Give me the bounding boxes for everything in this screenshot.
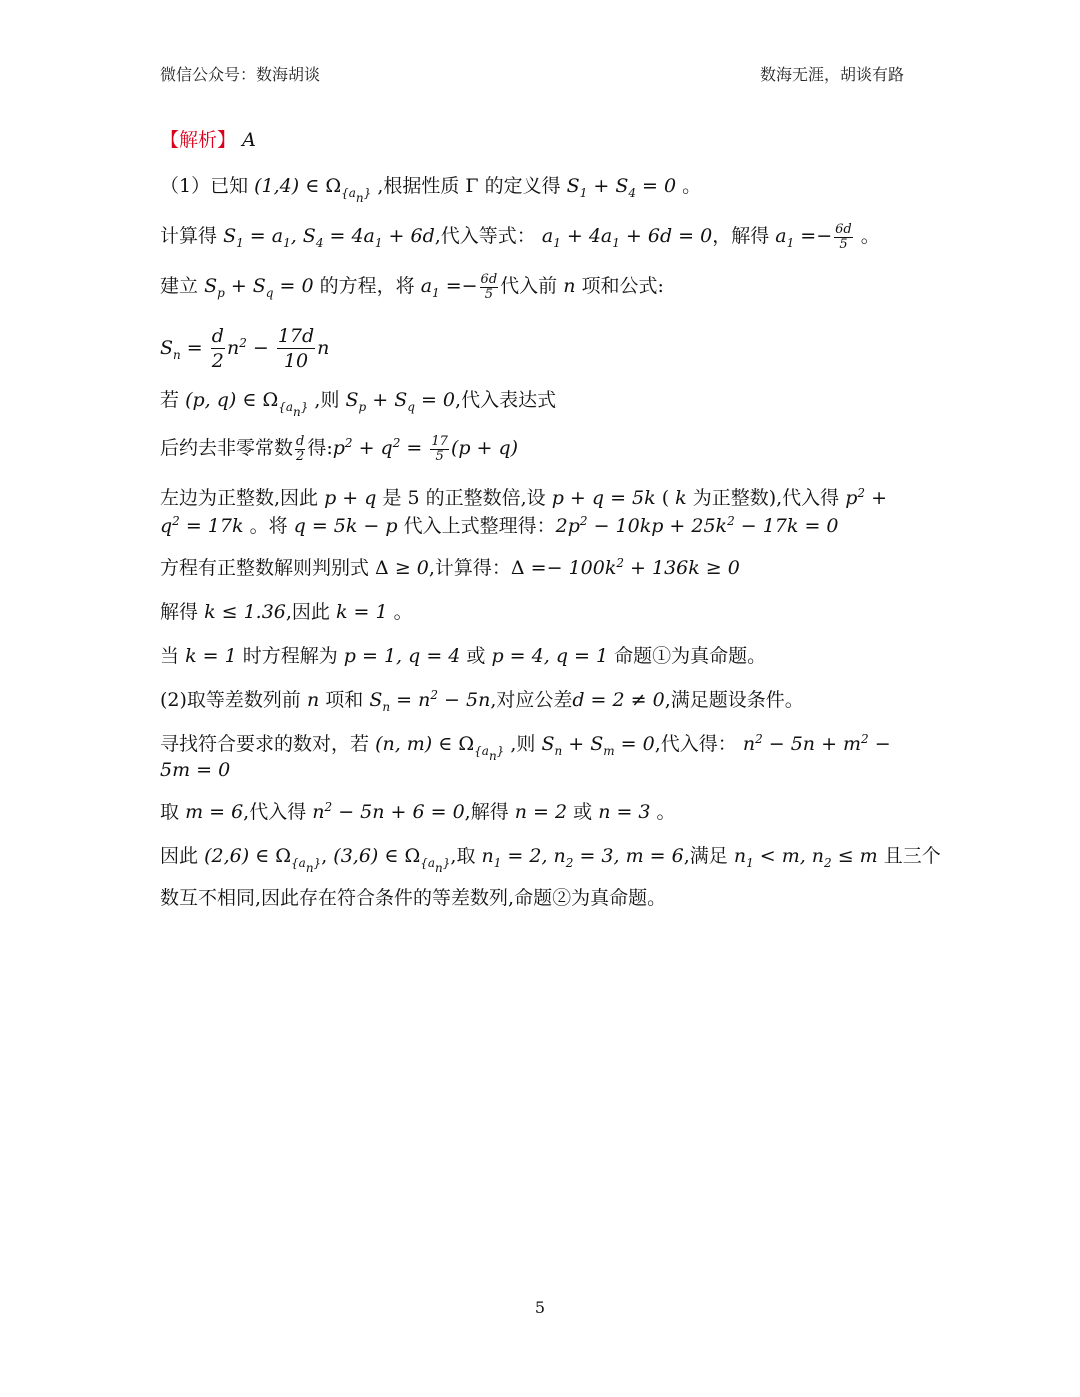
solution-line-5: 若 (p, q) ∈ $\Omega_{\{a_n\}}$ ,则 $S_p + S_q = 0$,代入表达式 <box>160 389 557 419</box>
header-left: 微信公众号：数海胡谈 <box>160 65 321 84</box>
solution-line-7b: $q^2 = 17k$ 。将 q = 5k − p 代入上式整理得：$2p^2 - 10kp + 25k^2 - 17k = 0$ <box>160 514 839 537</box>
page-number: 5 <box>534 1298 546 1317</box>
solution-line-13: 取 m = 6,代入得 $n^2 - 5n + 6 = 0$,解得 n = 2 或 n = 3 。 <box>160 800 676 823</box>
solution-line-9: 解得 k ≤ 1.36,因此 k = 1 。 <box>160 601 413 623</box>
solution-line-15: 数互不相同,因此存在符合条件的等差数列,命题②为真命题。 <box>160 887 667 909</box>
solution-line-7a: 左边为正整数,因此 p + q 是 5 的正整数倍,设 p + q = 5k ( k 为正整数),代入得 $p^2$ + <box>160 486 888 509</box>
solution-line-6: 后约去非零常数 $\frac{d}{2}$ 得$:p^2 + q^2$ = $\frac{17}{5}$ (p + q) <box>160 433 519 464</box>
solution-line-10: 当 k = 1 时方程解为 p = 1, q = 4 或 p = 4, q = 1 命题①为真命题。 <box>160 645 767 667</box>
solution-line-4: $S_n$ = $\frac{d}{2}$ $n^2$ − $\frac{17d}{10}$ n <box>160 324 330 372</box>
solution-line-3: 建立 $S_p + S_q = 0$ 的方程，将 $a_1$ =− $\frac{6d}{5}$ 代入前 n 项和公式: <box>160 271 664 302</box>
solution-line-12b: 5m = 0 <box>160 759 231 781</box>
header-right: 数海无涯，胡谈有路 <box>759 65 904 84</box>
answer-label: 【解析】 <box>160 129 237 151</box>
solution-line-11: (2)取等差数列前 n 项和 $S_n = n^2 - 5n$,对应公差d = 2 ≠ 0,满足题设条件。 <box>160 688 804 714</box>
answer-line <box>160 126 910 154</box>
answer-value: A <box>242 129 256 151</box>
solution-line-1: （1）已知 (1,4) ∈ $\Omega_{\{a_n\}}$ ,根据性质 Γ 的定义得 $S_1 + S_4 = 0$ 。 <box>160 175 702 205</box>
solution-line-12a: 寻找符合要求的数对，若 (n, m) ∈ $\Omega_{\{a_n\}}$ ,则 $S_n + S_m = 0$,代入得： $n^2 - 5n + m^2$ − <box>160 732 891 763</box>
solution-line-2: 计算得 $S_1 = a_1$, $S_4 = 4a_1 + 6d$,代入等式： $a_1 + 4a_1 + 6d = 0$，解得 $a_1$ =− $\frac{6d}{5}$ 。 <box>160 221 880 252</box>
solution-line-14: 因此 (2,6) ∈ $\Omega_{\{a_n\}}$, (3,6) ∈ $\Omega_{\{a_n\}}$,取 $n_1 = 2$, $n_2 = 3$, m = 6,满足 $n_1 < m$, $n_2 \le m$ 且三个 <box>160 845 941 875</box>
solution-line-8: 方程有正整数解则判别式 Δ ≥ 0,计算得：$\Delta =- 100k^2 + 136k \ge 0$ <box>160 556 740 579</box>
